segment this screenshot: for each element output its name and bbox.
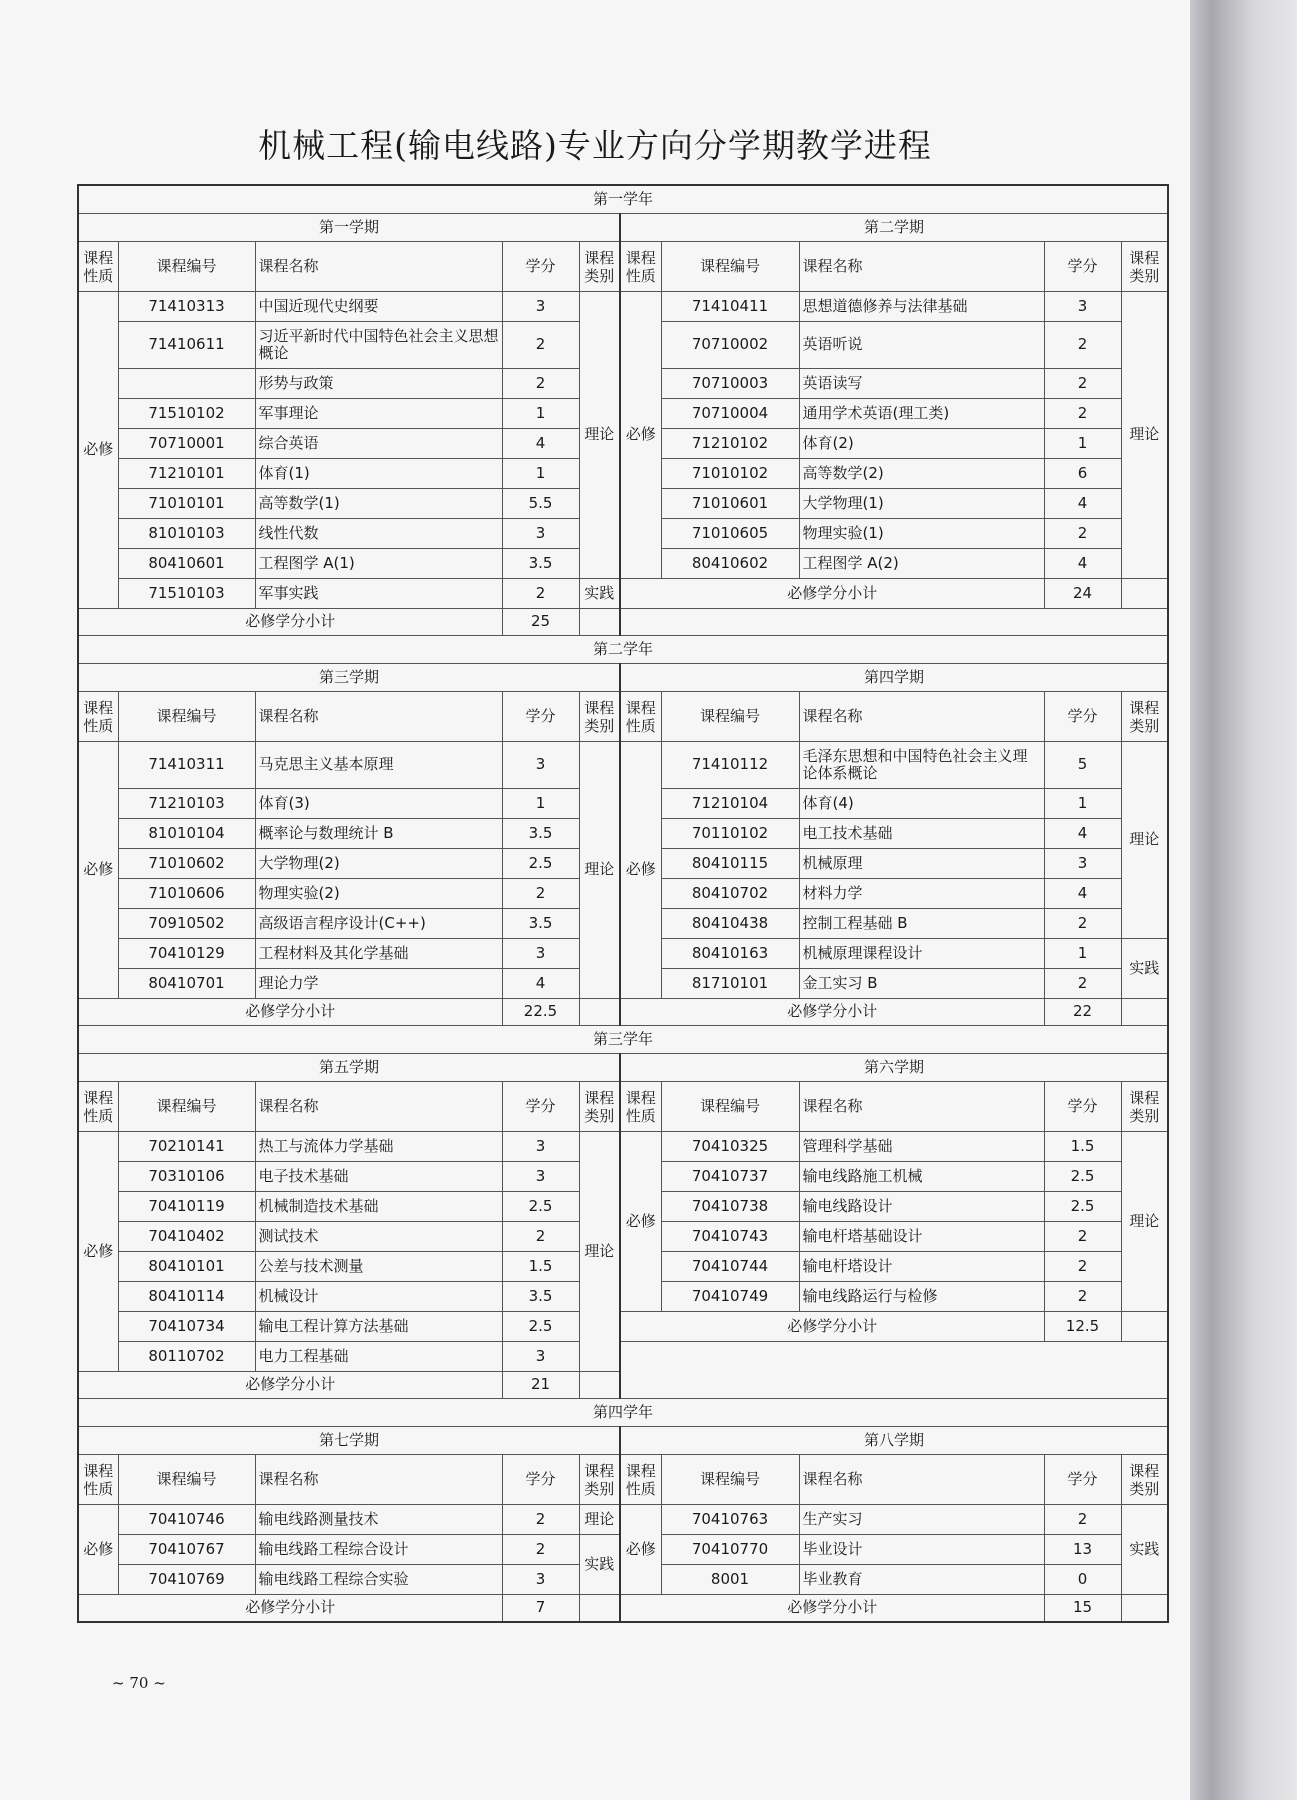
- course-code: 70410763: [661, 1505, 799, 1535]
- category-cell: 理论: [1121, 742, 1168, 939]
- course-code: 81710101: [661, 969, 799, 999]
- course-name: 毕业教育: [799, 1565, 1044, 1595]
- course-name: 毛泽东思想和中国特色社会主义理论体系概论: [799, 742, 1044, 789]
- course-code: 71210104: [661, 789, 799, 819]
- course-name: 军事实践: [255, 579, 502, 609]
- course-credit: 5.5: [502, 489, 579, 519]
- course-code: 70410767: [118, 1535, 255, 1565]
- header-credit: 学分: [1044, 692, 1121, 742]
- course-name: 毕业设计: [799, 1535, 1044, 1565]
- course-name: 电工技术基础: [799, 819, 1044, 849]
- course-code: 70110102: [661, 819, 799, 849]
- header-nature: 课程性质: [620, 1082, 661, 1132]
- course-credit: 0: [1044, 1565, 1121, 1595]
- course-code: 80410438: [661, 909, 799, 939]
- category-cell: 理论: [579, 1505, 620, 1535]
- course-credit: 3: [502, 1565, 579, 1595]
- course-code: 71510103: [118, 579, 255, 609]
- course-name: 机械原理: [799, 849, 1044, 879]
- course-code: 80410701: [118, 969, 255, 999]
- header-category: 课程类别: [1121, 1082, 1168, 1132]
- course-code: 70410743: [661, 1222, 799, 1252]
- course-code: 70410402: [118, 1222, 255, 1252]
- header-credit: 学分: [502, 242, 579, 292]
- course-credit: 13: [1044, 1535, 1121, 1565]
- course-credit: 2: [502, 579, 579, 609]
- header-name: 课程名称: [255, 692, 502, 742]
- semester-title: 第七学期: [78, 1427, 620, 1455]
- course-code: 71010606: [118, 879, 255, 909]
- course-name: 电力工程基础: [255, 1342, 502, 1372]
- course-code: 70410129: [118, 939, 255, 969]
- course-credit: 4: [1044, 879, 1121, 909]
- category-cell: 理论: [579, 1132, 620, 1372]
- course-credit: 3: [502, 1162, 579, 1192]
- course-name: 体育(1): [255, 459, 502, 489]
- course-credit: 2: [502, 322, 579, 369]
- course-code: 80410114: [118, 1282, 255, 1312]
- course-name: 大学物理(2): [255, 849, 502, 879]
- semester-title: 第四学期: [620, 664, 1168, 692]
- course-name: 输电线路测量技术: [255, 1505, 502, 1535]
- category-cell: 实践: [579, 1535, 620, 1595]
- header-nature: 课程性质: [620, 242, 661, 292]
- course-code: 70710001: [118, 429, 255, 459]
- course-code: 70210141: [118, 1132, 255, 1162]
- course-code: 70310106: [118, 1162, 255, 1192]
- course-name: 电子技术基础: [255, 1162, 502, 1192]
- course-name: 形势与政策: [255, 369, 502, 399]
- course-name: 体育(3): [255, 789, 502, 819]
- page-edge-shadow: [1190, 0, 1297, 1800]
- nature-cell: 必修: [78, 1132, 118, 1372]
- semester-title: 第三学期: [78, 664, 620, 692]
- course-credit: 2.5: [1044, 1162, 1121, 1192]
- header-name: 课程名称: [799, 242, 1044, 292]
- course-credit: 2: [1044, 519, 1121, 549]
- course-code: 80110702: [118, 1342, 255, 1372]
- header-category: 课程类别: [1121, 692, 1168, 742]
- header-category: 课程类别: [579, 692, 620, 742]
- header-credit: 学分: [1044, 242, 1121, 292]
- course-credit: 1: [502, 399, 579, 429]
- year-header: 第四学年: [78, 1399, 1168, 1427]
- course-code: 70410119: [118, 1192, 255, 1222]
- course-code: 70710003: [661, 369, 799, 399]
- course-credit: 1.5: [1044, 1132, 1121, 1162]
- page-number: ~ 70 ~: [112, 1674, 166, 1692]
- empty-cell: [579, 999, 620, 1026]
- course-credit: 6: [1044, 459, 1121, 489]
- course-credit: 3.5: [502, 909, 579, 939]
- course-code: 70910502: [118, 909, 255, 939]
- course-code: 70710004: [661, 399, 799, 429]
- course-credit: 3.5: [502, 549, 579, 579]
- course-credit: 1: [1044, 429, 1121, 459]
- category-cell: 理论: [1121, 292, 1168, 579]
- course-credit: 3.5: [502, 1282, 579, 1312]
- course-credit: 2: [1044, 1222, 1121, 1252]
- header-category: 课程类别: [1121, 1455, 1168, 1505]
- category-cell: 理论: [579, 742, 620, 999]
- empty-cell: [579, 609, 620, 636]
- category-cell: 理论: [579, 292, 620, 579]
- course-name: 综合英语: [255, 429, 502, 459]
- course-credit: 2.5: [502, 1312, 579, 1342]
- course-code: 8001: [661, 1565, 799, 1595]
- course-name: 物理实验(2): [255, 879, 502, 909]
- course-code: 71510102: [118, 399, 255, 429]
- course-name: 体育(2): [799, 429, 1044, 459]
- nature-cell: 必修: [620, 1505, 661, 1595]
- course-code: 81010103: [118, 519, 255, 549]
- course-code: 70410744: [661, 1252, 799, 1282]
- course-code: 71410313: [118, 292, 255, 322]
- course-name: 输电线路工程综合设计: [255, 1535, 502, 1565]
- course-credit: 2: [1044, 322, 1121, 369]
- course-code: 70410325: [661, 1132, 799, 1162]
- course-code: 80410601: [118, 549, 255, 579]
- course-code: 71010602: [118, 849, 255, 879]
- header-code: 课程编号: [118, 1455, 255, 1505]
- course-name: 输电工程计算方法基础: [255, 1312, 502, 1342]
- course-credit: 4: [1044, 549, 1121, 579]
- course-code: 70410737: [661, 1162, 799, 1192]
- header-credit: 学分: [502, 692, 579, 742]
- course-name: 热工与流体力学基础: [255, 1132, 502, 1162]
- nature-cell: 必修: [78, 1505, 118, 1595]
- course-credit: 4: [1044, 489, 1121, 519]
- semester-title: 第八学期: [620, 1427, 1168, 1455]
- course-name: 测试技术: [255, 1222, 502, 1252]
- course-name: 管理科学基础: [799, 1132, 1044, 1162]
- course-credit: 2: [1044, 369, 1121, 399]
- course-name: 工程图学 A(2): [799, 549, 1044, 579]
- subtotal-value: 7: [502, 1595, 579, 1623]
- subtotal-label: 必修学分小计: [620, 999, 1044, 1026]
- course-credit: 2: [1044, 399, 1121, 429]
- course-credit: 4: [502, 429, 579, 459]
- header-nature: 课程性质: [620, 692, 661, 742]
- teaching-schedule-table: [77, 184, 1169, 1623]
- course-name: 英语听说: [799, 322, 1044, 369]
- course-code: 80410115: [661, 849, 799, 879]
- course-credit: 1.5: [502, 1252, 579, 1282]
- course-name: 高级语言程序设计(C++): [255, 909, 502, 939]
- header-code: 课程编号: [661, 242, 799, 292]
- course-code: 71410311: [118, 742, 255, 789]
- course-code: 70710002: [661, 322, 799, 369]
- category-cell: 实践: [1121, 939, 1168, 999]
- course-name: 输电线路工程综合实验: [255, 1565, 502, 1595]
- course-code: 80410163: [661, 939, 799, 969]
- nature-cell: 必修: [78, 292, 118, 609]
- header-code: 课程编号: [118, 242, 255, 292]
- year-header: 第二学年: [78, 636, 1168, 664]
- category-cell: 实践: [1121, 1505, 1168, 1595]
- semester-title: 第一学期: [78, 214, 620, 242]
- subtotal-label: 必修学分小计: [78, 999, 502, 1026]
- course-credit: 2: [502, 1222, 579, 1252]
- course-credit: 2: [502, 879, 579, 909]
- course-name: 控制工程基础 B: [799, 909, 1044, 939]
- header-category: 课程类别: [579, 1082, 620, 1132]
- course-name: 高等数学(1): [255, 489, 502, 519]
- course-name: 公差与技术测量: [255, 1252, 502, 1282]
- header-category: 课程类别: [1121, 242, 1168, 292]
- course-name: 理论力学: [255, 969, 502, 999]
- nature-cell: 必修: [620, 1132, 661, 1312]
- course-code: 70410734: [118, 1312, 255, 1342]
- course-name: 英语读写: [799, 369, 1044, 399]
- subtotal-label: 必修学分小计: [620, 1312, 1044, 1342]
- course-name: 输电线路运行与检修: [799, 1282, 1044, 1312]
- header-nature: 课程性质: [78, 242, 118, 292]
- course-name: 金工实习 B: [799, 969, 1044, 999]
- empty-cell: [1121, 1312, 1168, 1342]
- header-code: 课程编号: [118, 1082, 255, 1132]
- course-name: 体育(4): [799, 789, 1044, 819]
- header-code: 课程编号: [661, 692, 799, 742]
- header-code: 课程编号: [661, 1455, 799, 1505]
- course-name: 高等数学(2): [799, 459, 1044, 489]
- year-header: 第三学年: [78, 1026, 1168, 1054]
- header-credit: 学分: [502, 1455, 579, 1505]
- header-name: 课程名称: [255, 1082, 502, 1132]
- course-name: 机械设计: [255, 1282, 502, 1312]
- course-code: 81010104: [118, 819, 255, 849]
- course-name: 习近平新时代中国特色社会主义思想概论: [255, 322, 502, 369]
- header-credit: 学分: [1044, 1082, 1121, 1132]
- course-name: 输电杆塔设计: [799, 1252, 1044, 1282]
- course-credit: 1: [502, 459, 579, 489]
- course-credit: 2: [1044, 1505, 1121, 1535]
- subtotal-value: 15: [1044, 1595, 1121, 1623]
- subtotal-value: 25: [502, 609, 579, 636]
- subtotal-label: 必修学分小计: [78, 1372, 502, 1399]
- course-name: 生产实习: [799, 1505, 1044, 1535]
- category-cell: 实践: [579, 579, 620, 609]
- course-code: 71410411: [661, 292, 799, 322]
- course-name: 机械制造技术基础: [255, 1192, 502, 1222]
- nature-cell: 必修: [620, 292, 661, 579]
- subtotal-value: 24: [1044, 579, 1121, 609]
- course-name: 输电线路施工机械: [799, 1162, 1044, 1192]
- course-credit: 2.5: [502, 1192, 579, 1222]
- course-code: 80410702: [661, 879, 799, 909]
- header-nature: 课程性质: [620, 1455, 661, 1505]
- course-credit: 5: [1044, 742, 1121, 789]
- subtotal-value: 21: [502, 1372, 579, 1399]
- subtotal-value: 22.5: [502, 999, 579, 1026]
- subtotal-label: 必修学分小计: [78, 609, 502, 636]
- subtotal-label: 必修学分小计: [78, 1595, 502, 1623]
- semester-title: 第二学期: [620, 214, 1168, 242]
- course-credit: 2: [502, 369, 579, 399]
- empty-cell: [1121, 999, 1168, 1026]
- empty-cell: [579, 1595, 620, 1623]
- course-code: 71010601: [661, 489, 799, 519]
- course-credit: 2.5: [1044, 1192, 1121, 1222]
- course-credit: 1: [502, 789, 579, 819]
- course-code: 80410101: [118, 1252, 255, 1282]
- course-name: 中国近现代史纲要: [255, 292, 502, 322]
- course-credit: 3: [502, 292, 579, 322]
- header-name: 课程名称: [255, 242, 502, 292]
- course-name: 线性代数: [255, 519, 502, 549]
- course-name: 输电杆塔基础设计: [799, 1222, 1044, 1252]
- course-credit: 2: [1044, 1252, 1121, 1282]
- course-credit: 3: [502, 742, 579, 789]
- semester-title: 第六学期: [620, 1054, 1168, 1082]
- course-credit: 2: [1044, 1282, 1121, 1312]
- course-credit: 3: [502, 1342, 579, 1372]
- empty-cell: [1121, 1595, 1168, 1623]
- course-credit: 2: [502, 1535, 579, 1565]
- course-credit: 2.5: [502, 849, 579, 879]
- course-code: 70410749: [661, 1282, 799, 1312]
- header-category: 课程类别: [579, 1455, 620, 1505]
- empty-cell: [620, 1342, 1168, 1399]
- header-credit: 学分: [1044, 1455, 1121, 1505]
- course-name: 大学物理(1): [799, 489, 1044, 519]
- course-code: 71210103: [118, 789, 255, 819]
- course-code: 70410770: [661, 1535, 799, 1565]
- header-nature: 课程性质: [78, 692, 118, 742]
- course-credit: 3: [502, 939, 579, 969]
- course-code: 80410602: [661, 549, 799, 579]
- header-code: 课程编号: [661, 1082, 799, 1132]
- course-code: [118, 369, 255, 399]
- course-code: 70410746: [118, 1505, 255, 1535]
- course-credit: 4: [1044, 819, 1121, 849]
- course-name: 工程材料及其化学基础: [255, 939, 502, 969]
- course-name: 马克思主义基本原理: [255, 742, 502, 789]
- header-nature: 课程性质: [78, 1455, 118, 1505]
- course-code: 71210102: [661, 429, 799, 459]
- header-name: 课程名称: [799, 692, 1044, 742]
- header-name: 课程名称: [799, 1455, 1044, 1505]
- course-name: 概率论与数理统计 B: [255, 819, 502, 849]
- course-name: 材料力学: [799, 879, 1044, 909]
- empty-cell: [620, 609, 1168, 636]
- semester-title: 第五学期: [78, 1054, 620, 1082]
- header-nature: 课程性质: [78, 1082, 118, 1132]
- course-name: 思想道德修养与法律基础: [799, 292, 1044, 322]
- course-credit: 2: [1044, 909, 1121, 939]
- nature-cell: 必修: [620, 742, 661, 999]
- header-name: 课程名称: [799, 1082, 1044, 1132]
- course-credit: 1: [1044, 939, 1121, 969]
- course-code: 70410738: [661, 1192, 799, 1222]
- subtotal-value: 12.5: [1044, 1312, 1121, 1342]
- subtotal-value: 22: [1044, 999, 1121, 1026]
- empty-cell: [1121, 579, 1168, 609]
- course-name: 工程图学 A(1): [255, 549, 502, 579]
- category-cell: 理论: [1121, 1132, 1168, 1312]
- subtotal-label: 必修学分小计: [620, 1595, 1044, 1623]
- course-code: 71010102: [661, 459, 799, 489]
- course-credit: 4: [502, 969, 579, 999]
- course-credit: 3.5: [502, 819, 579, 849]
- course-name: 机械原理课程设计: [799, 939, 1044, 969]
- course-code: 71410611: [118, 322, 255, 369]
- nature-cell: 必修: [78, 742, 118, 999]
- course-code: 71210101: [118, 459, 255, 489]
- course-credit: 3: [1044, 292, 1121, 322]
- course-credit: 2: [1044, 969, 1121, 999]
- course-code: 71010605: [661, 519, 799, 549]
- course-credit: 3: [502, 1132, 579, 1162]
- course-credit: 3: [502, 519, 579, 549]
- course-code: 70410769: [118, 1565, 255, 1595]
- course-name: 通用学术英语(理工类): [799, 399, 1044, 429]
- header-credit: 学分: [502, 1082, 579, 1132]
- subtotal-label: 必修学分小计: [620, 579, 1044, 609]
- course-code: 71010101: [118, 489, 255, 519]
- year-header: 第一学年: [78, 185, 1168, 214]
- course-code: 71410112: [661, 742, 799, 789]
- header-code: 课程编号: [118, 692, 255, 742]
- course-credit: 3: [1044, 849, 1121, 879]
- page-title: 机械工程(输电线路)专业方向分学期教学进程: [258, 126, 932, 165]
- course-credit: 1: [1044, 789, 1121, 819]
- course-name: 输电线路设计: [799, 1192, 1044, 1222]
- course-credit: 2: [502, 1505, 579, 1535]
- empty-cell: [579, 1372, 620, 1399]
- course-name: 军事理论: [255, 399, 502, 429]
- header-category: 课程类别: [579, 242, 620, 292]
- header-name: 课程名称: [255, 1455, 502, 1505]
- course-name: 物理实验(1): [799, 519, 1044, 549]
